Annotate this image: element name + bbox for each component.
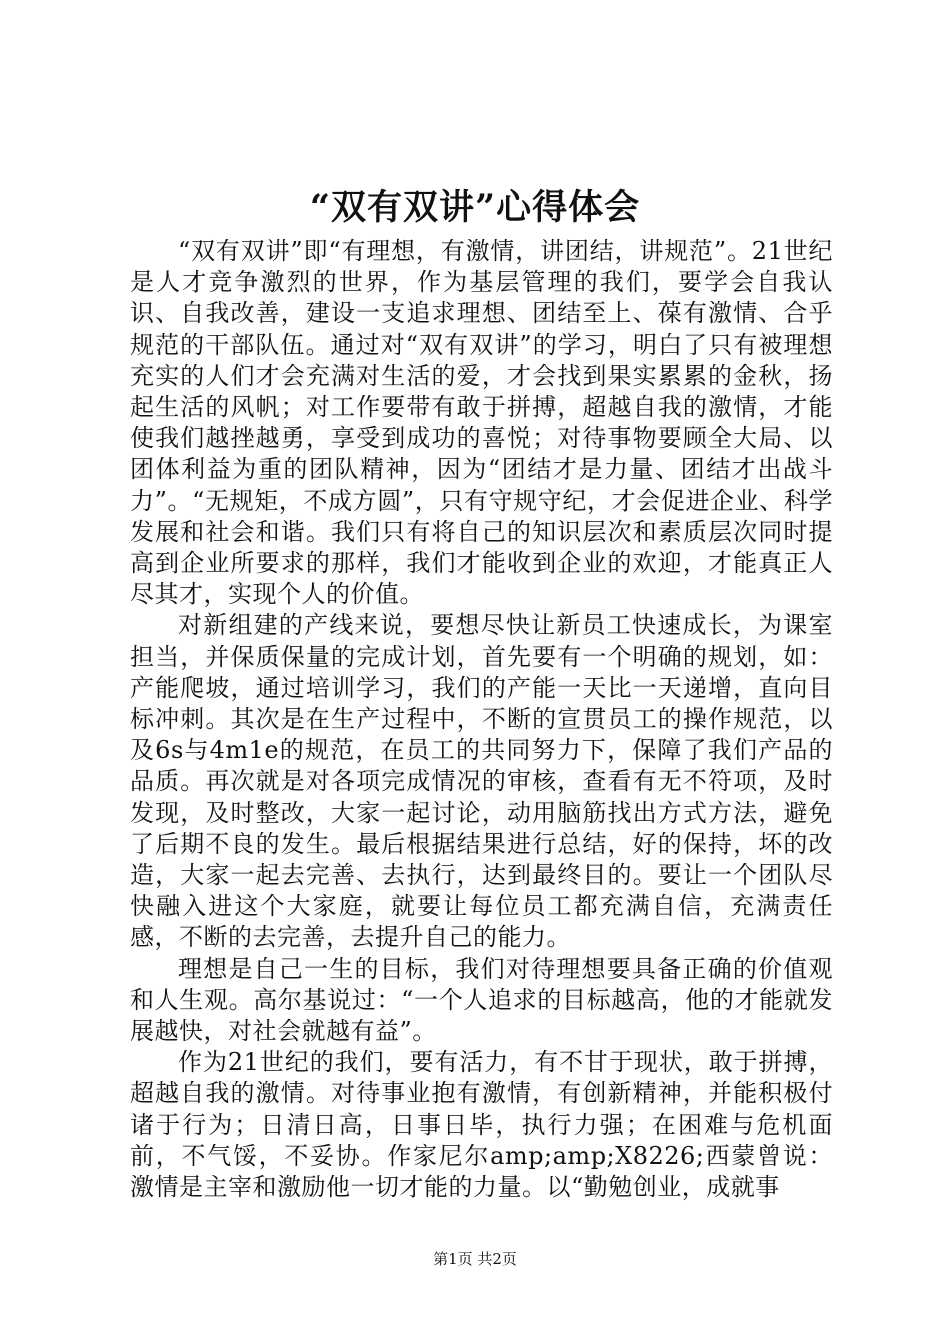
paragraph-4: 作为21世纪的我们，要有活力，有不甘于现状，敢于拼搏，超越自我的激情。对待事业抱有激情，有创新精神，并能积极付诸于行为；日清日高，日事日毕，执行力强；在困难与危机面前，不气馁，不妥协。作家尼尔amp;amp;X8226;西蒙曾说：激情是主宰和激励他一切才能的力量。以“勤勉创业，成就事 <box>130 1048 833 1202</box>
paragraph-3: 理想是自己一生的目标，我们对待理想要具备正确的价值观和人生观。高尔基说过：“一个人追求的目标越高，他的才能就发展越快，对社会就越有益”。 <box>130 954 833 1046</box>
document-body <box>130 236 833 1203</box>
paragraph-2: 对新组建的产线来说，要想尽快让新员工快速成长，为课室担当，并保质保量的完成计划，首先要有一个明确的规划，如：产能爬坡，通过培训学习，我们的产能一天比一天递增，直向目标冲刺。其次是在生产过程中，不断的宣贯员工的操作规范，以及6s与4m1e的规范，在员工的共同努力下，保障了我们产品的品质。再次就是对各项完成情况的审核，查看有无不符项，及时发现，及时整改，大家一起讨论，动用脑筋找出方式方法，避免了后期不良的发生。最后根据结果进行总结，好的保持，坏的改造，大家一起去完善、去执行，达到最终目的。要让一个团队尽快融入进这个大家庭，就要让每位员工都充满自信，充满责任感，不断的去完善，去提升自己的能力。 <box>130 611 833 952</box>
page-title: “双有双讲”心得体会 <box>309 187 641 228</box>
paragraph-1: “双有双讲”即“有理想，有激情，讲团结，讲规范”。21世纪是人才竞争激烈的世界，作为基层管理的我们，要学会自我认识、自我改善，建设一支追求理想、团结至上、葆有激情、合乎规范的干部队伍。通过对“双有双讲”的学习，明白了只有被理想充实的人们才会充满对生活的爱，才会找到果实累累的金秋，扬起生活的风帆；对工作要带有敢于拼搏，超越自我的激情，才能使我们越挫越勇，享受到成功的喜悦；对待事物要顾全大局、以团体利益为重的团队精神，因为“团结才是力量、团结才出战斗力”。“无规矩，不成方圆”，只有守规守纪，才会促进企业、科学发展和社会和谐。我们只有将自己的知识层次和素质层次同时提高到企业所要求的那样，我们才能收到企业的欢迎，才能真正人尽其才，实现个人的价值。 <box>130 237 833 609</box>
page-footer: 第1页 共2页 <box>433 1250 517 1268</box>
